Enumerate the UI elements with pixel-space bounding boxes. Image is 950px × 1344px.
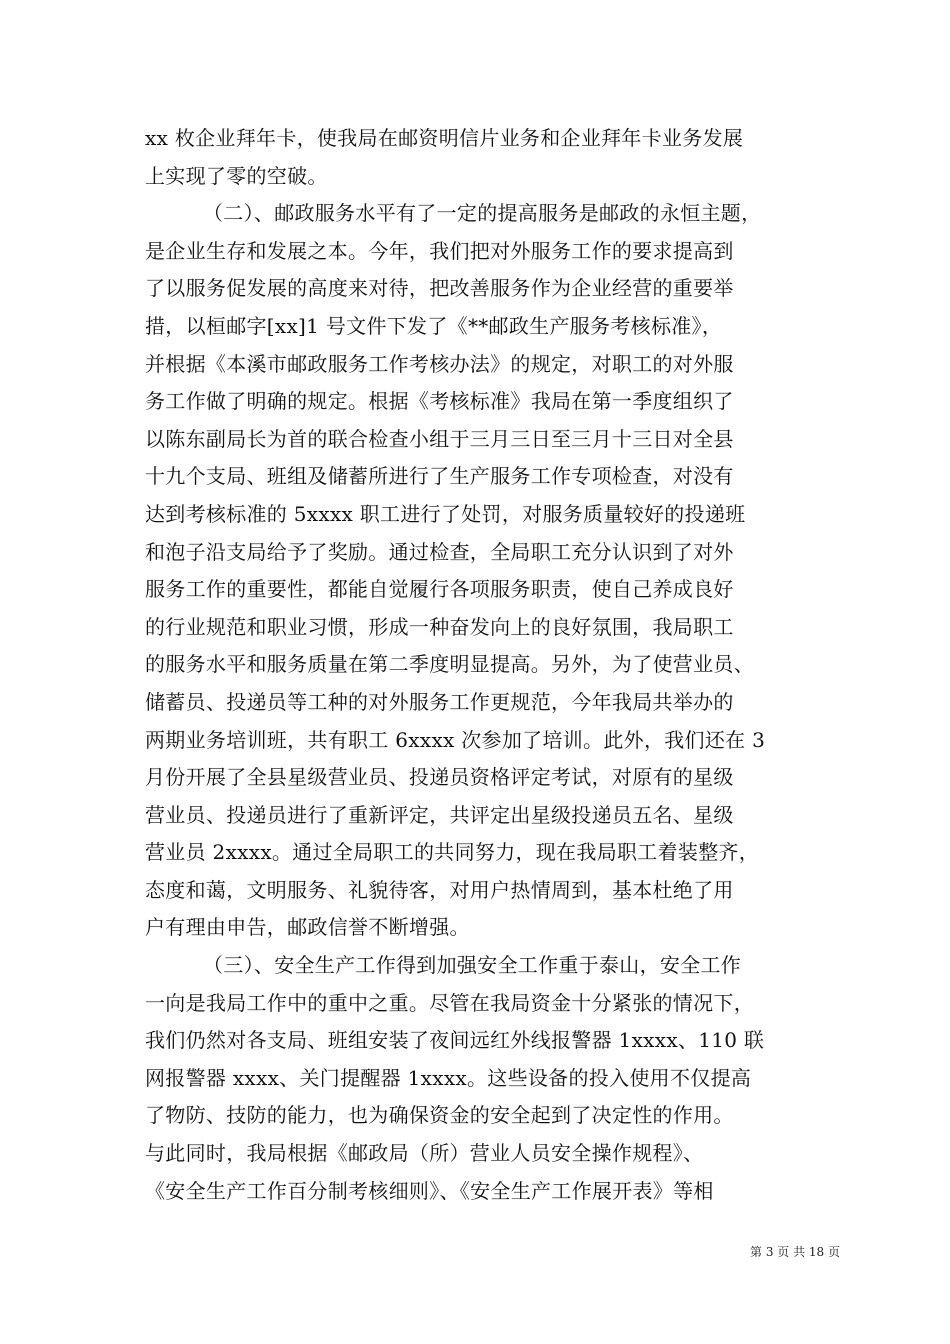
- text-line: 两期业务培训班，共有职工 6xxxx 次参加了培训。此外，我们还在 3: [145, 727, 766, 752]
- paragraph-first-line: （三）、安全生产工作得到加强安全工作重于泰山，安全工作: [203, 953, 742, 978]
- text-line: 营业员、投递员进行了重新评定，共评定出星级投递员五名、星级: [145, 802, 734, 827]
- text-line: 上实现了零的空破。: [145, 163, 328, 188]
- text-line: 《安全生产工作百分制考核细则》、《安全生产工作展开表》等相: [145, 1178, 714, 1203]
- text-line: 态度和蔼，文明服务、礼貌待客，对用户热情周到，基本杜绝了用: [145, 877, 734, 902]
- page-number-footer: [600, 1244, 840, 1260]
- text-line: 服务工作的重要性，都能自觉履行各项服务职责，使自己养成良好: [145, 577, 734, 602]
- text-line: 的行业规范和职业习惯，形成一种奋发向上的良好氛围，我局职工: [145, 614, 734, 639]
- text-line: 一向是我局工作中的重中之重。尽管在我局资金十分紧张的情况下，: [145, 990, 754, 1015]
- text-line: 户有理由申告，邮政信誉不断增强。: [145, 915, 470, 940]
- document-body: [145, 120, 835, 1210]
- page-number-text: 第 3 页 共 18 页: [750, 1245, 840, 1259]
- text-line: 是企业生存和发展之本。今年，我们把对外服务工作的要求提高到: [145, 238, 734, 263]
- text-line: 营业员 2xxxx。通过全局职工的共同努力，现在我局职工着装整齐，: [145, 840, 760, 865]
- text-line: 网报警器 xxxx、关门提醒器 1xxxx。这些设备的投入使用不仅提高: [145, 1065, 752, 1090]
- text-line: 了物防、技防的能力，也为确保资金的安全起到了决定性的作用。: [145, 1103, 734, 1128]
- text-line: 月份开展了全县星级营业员、投递员资格评定考试，对原有的星级: [145, 765, 734, 790]
- text-line: 我们仍然对各支局、班组安装了夜间远红外线报警器 1xxxx、110 联: [145, 1028, 765, 1053]
- text-line: 并根据《本溪市邮政服务工作考核办法》的规定，对职工的对外服: [145, 351, 734, 376]
- text-line: 以陈东副局长为首的联合检查小组于三月三日至三月十三日对全县: [145, 426, 734, 451]
- paragraph-first-line: （二）、邮政服务水平有了一定的提高服务是邮政的永恒主题，: [203, 201, 762, 226]
- text-line: 储蓄员、投递员等工种的对外服务工作更规范，今年我局共举办的: [145, 689, 734, 714]
- text-line: 措，以桓邮字[xx]1 号文件下发了《**邮政生产服务考核标准》，: [145, 313, 723, 338]
- text-line: 与此同时，我局根据《邮政局（所）营业人员安全操作规程》、: [145, 1141, 704, 1166]
- text-line: xx 枚企业拜年卡，使我局在邮资明信片业务和企业拜年卡业务发展: [145, 126, 744, 150]
- text-line: 务工作做了明确的规定。根据《考核标准》我局在第一季度组织了: [145, 389, 734, 414]
- text-line: 了以服务促发展的高度来对待，把改善服务作为企业经营的重要举: [145, 276, 734, 301]
- text-line: 的服务水平和服务质量在第二季度明显提高。另外，为了使营业员、: [145, 652, 754, 677]
- text-line: 和泡子沿支局给予了奖励。通过检查，全局职工充分认识到了对外: [145, 539, 734, 564]
- text-line: 十九个支局、班组及储蓄所进行了生产服务工作专项检查，对没有: [145, 464, 734, 489]
- text-line: 达到考核标准的 5xxxx 职工进行了处罚，对服务质量较好的投递班: [145, 501, 746, 526]
